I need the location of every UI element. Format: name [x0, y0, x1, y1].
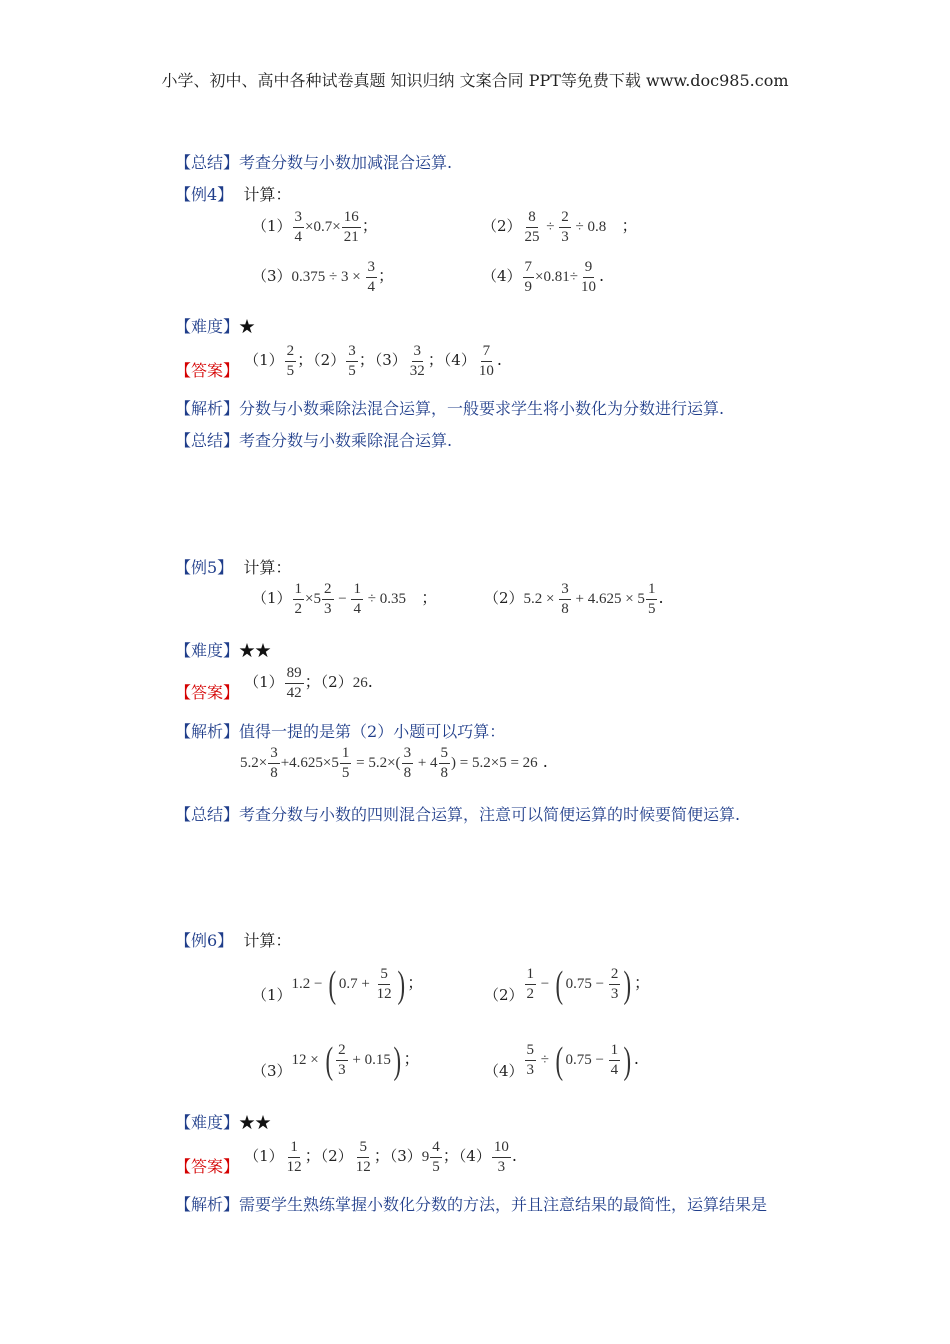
difficulty-label: 【难度】	[175, 317, 240, 336]
ex4-analysis-text: 分数与小数乘除法混合运算，一般要求学生将小数化为分数进行运算.	[239, 399, 725, 418]
answer-label: 【答案】	[175, 1157, 240, 1176]
ex5-analysis	[175, 719, 505, 742]
ex6-answer: 【答案】 （1） $\frac{1}{12}$ ；（2） $\frac{5}{12}$ ；（3）9 $\frac{4}{5}$ ；（4） $\frac{10}{3}$ .	[175, 1139, 517, 1176]
ex6-difficulty-stars: ★★	[239, 1113, 272, 1132]
ex3-summary	[175, 150, 452, 173]
ex5-calc-text: 计算：	[243, 558, 292, 577]
ex6-problem-4: （4） $\frac{5}{3}$ ÷ ( 0.75 − $\frac{1}{4}$ ) .	[484, 1039, 639, 1082]
answer-label: 【答案】	[175, 361, 240, 380]
ex6-problem-3: （3）12 × ( $\frac{2}{3}$ + 0.15) ；	[252, 1039, 420, 1082]
ex4-calc-text: 计算：	[243, 185, 292, 204]
ex4-problem-4: （4） $\frac{7}{9}$ ×0.81÷ $\frac{9}{10}$ .	[482, 259, 605, 295]
ex4-difficulty-stars: ★	[239, 317, 256, 336]
ex4-label: 【例4】	[175, 185, 234, 204]
ex6-problem-1: （1）1.2 − ( 0.7 + $\frac{5}{12}$ ) ；	[252, 963, 424, 1006]
ex4-summary	[175, 428, 452, 451]
summary-label: 【总结】	[175, 153, 240, 172]
ex5-summary-text: 考查分数与小数的四则混合运算，注意可以简便运算的时候要简便运算.	[239, 805, 741, 824]
ex5-answer: 【答案】 （1） $\frac{89}{42}$ ；（2）26.	[175, 665, 373, 702]
analysis-label: 【解析】	[175, 399, 240, 418]
ex5-summary	[175, 802, 740, 825]
ex4-analysis	[175, 396, 724, 419]
ex6-problem-2: （2） $\frac{1}{2}$ − ( 0.75 − $\frac{2}{3}$ ) ；	[484, 963, 651, 1006]
ex5-title	[175, 555, 291, 578]
ex3-summary-text: 考查分数与小数加减混合运算.	[239, 153, 453, 172]
ex4-problem-3: （3）0.375 ÷ 3 × $\frac{3}{4}$ ；	[252, 259, 395, 295]
summary-label: 【总结】	[175, 805, 240, 824]
summary-label: 【总结】	[175, 431, 240, 450]
ex6-calc-text: 计算：	[243, 931, 292, 950]
ex4-difficulty	[175, 314, 255, 337]
ex5-difficulty	[175, 638, 271, 661]
difficulty-label: 【难度】	[175, 1113, 240, 1132]
page-header: 小学、初中、高中各种试卷真题 知识归纳 文案合同 PPT等免费下载 www.doc985.com	[161, 71, 789, 90]
ex5-problem-2: （2）5.2 × $\frac{3}{8}$ + 4.625 × 5 $\frac{1}{5}$ .	[484, 581, 664, 617]
ex5-problem-1: （1） $\frac{1}{2}$ ×5 $\frac{2}{3}$ − $\frac{1}{4}$ ÷ 0.35 ；	[252, 581, 438, 617]
ex5-label: 【例5】	[175, 558, 234, 577]
answer-label: 【答案】	[175, 683, 240, 702]
difficulty-label: 【难度】	[175, 641, 240, 660]
ex6-difficulty	[175, 1110, 271, 1133]
ex4-problem-2: （2） $\frac{8}{25}$ ÷ $\frac{2}{3}$ ÷ 0.8 ；	[482, 209, 638, 245]
ex6-label: 【例6】	[175, 931, 234, 950]
ex4-problem-1: （1） $\frac{3}{4}$ ×0.7× $\frac{16}{21}$ ；	[252, 209, 378, 245]
ex6-analysis	[175, 1192, 767, 1215]
ex5-shortcut-equation: 5.2× $\frac{3}{8}$ +4.625×5 $\frac{1}{5}$ = 5.2×( $\frac{3}{8}$ + 4 $\frac{5}{8}$ ) = 5.2×5 = 26 .	[240, 745, 548, 781]
ex5-analysis-text: 值得一提的是第（2）小题可以巧算：	[239, 722, 506, 741]
ex4-title	[175, 182, 291, 205]
ex6-title	[175, 928, 291, 951]
analysis-label: 【解析】	[175, 1195, 240, 1214]
ex4-answer: 【答案】 （1） $\frac{2}{5}$ ；（2） $\frac{3}{5}$ ；（3） $\frac{3}{32}$ ；（4） $\frac{7}{10}$ .	[175, 343, 502, 380]
ex5-difficulty-stars: ★★	[239, 641, 272, 660]
ex4-summary-text: 考查分数与小数乘除混合运算.	[239, 431, 453, 450]
analysis-label: 【解析】	[175, 722, 240, 741]
ex6-analysis-text: 需要学生熟练掌握小数化分数的方法，并且注意结果的最简性，运算结果是	[239, 1195, 768, 1214]
